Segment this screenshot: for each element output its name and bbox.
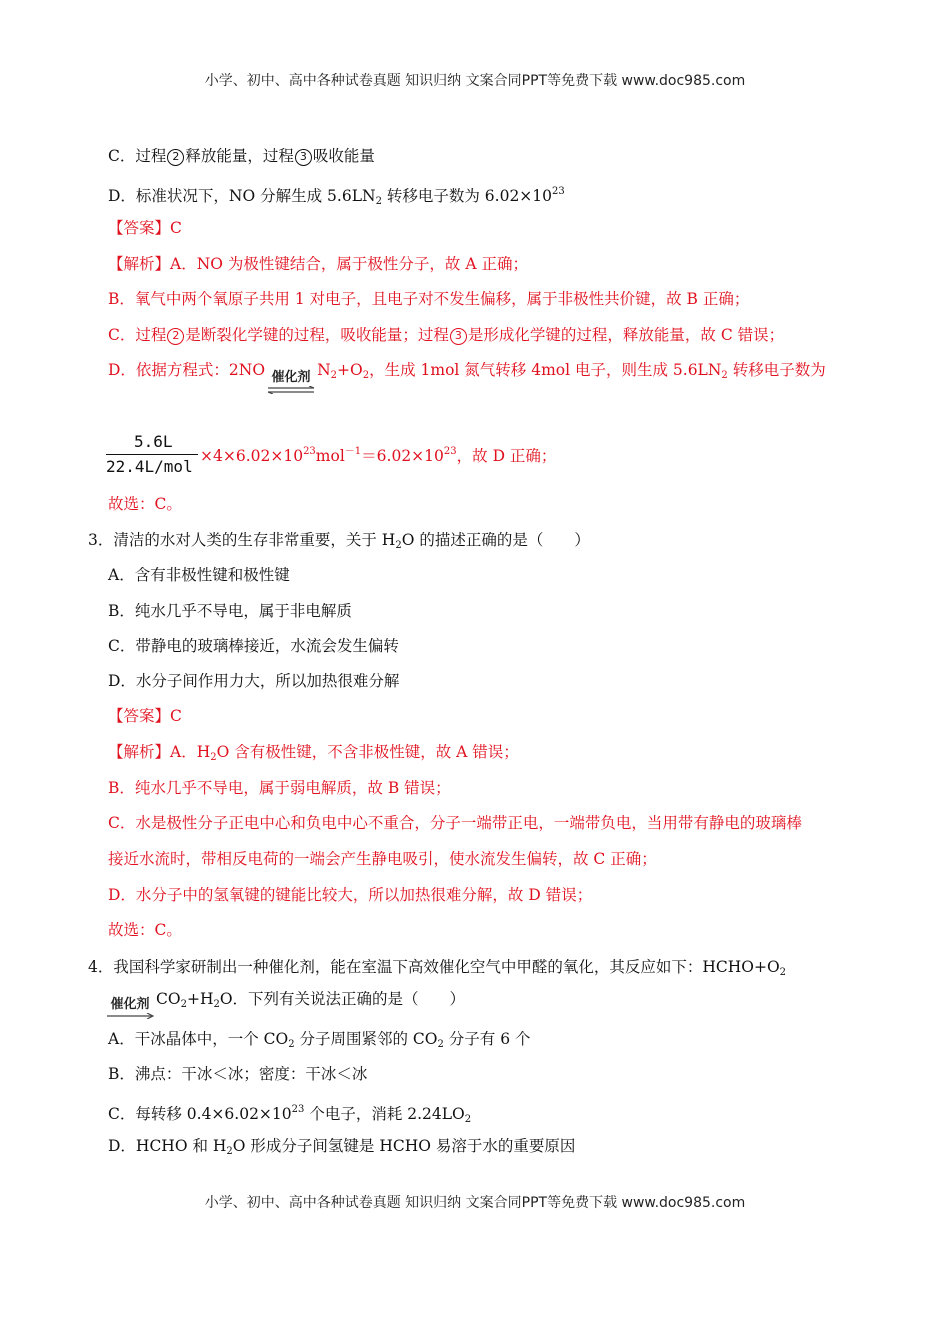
- q2-choose: 故选：C。: [108, 495, 182, 513]
- reaction-arrow-icon: [106, 1013, 154, 1019]
- q2-calculation: [200, 442, 556, 466]
- q3-explanation-b: B．纯水几乎不导电，属于弱电解质，故 B 错误；: [108, 779, 451, 797]
- catalyst-equilibrium-arrow: [267, 370, 315, 394]
- text: O 的描述正确的是（ ）: [401, 531, 590, 549]
- subscript: 2: [226, 1146, 233, 1157]
- q4-stem-line2: [106, 984, 465, 1020]
- subscript: 2: [464, 1114, 472, 1125]
- circled-number: 2: [167, 149, 184, 166]
- fraction-5-6-over-22-4: [106, 432, 206, 480]
- text: 释放能量，过程: [185, 147, 294, 165]
- text: CO: [156, 990, 181, 1008]
- text: N: [317, 361, 331, 379]
- superscript: 23: [552, 186, 565, 197]
- text: 3．清洁的水对人类的生存非常重要，关于 H: [88, 531, 396, 549]
- subscript: 2: [779, 967, 787, 978]
- fraction-denominator: 22.4L/mol: [106, 457, 193, 476]
- q2-option-d: [108, 182, 565, 212]
- q2-answer: 【答案】C: [108, 219, 182, 237]
- text: A．干冰晶体中，一个 CO: [108, 1030, 289, 1048]
- subscript: 2: [330, 370, 337, 381]
- q3-explanation-c1: C．水是极性分子正电中心和负电中心不重合，分子一端带正电，一端带负电，当用带有静电的玻璃棒: [108, 814, 802, 832]
- subscript: 2: [395, 540, 402, 551]
- text: C．每转移 0.4×6.02×10: [108, 1105, 292, 1123]
- subscript: 2: [210, 752, 217, 763]
- q3-option-b: B．纯水几乎不导电，属于非电解质: [108, 602, 352, 620]
- superscript: －1: [344, 446, 362, 457]
- q3-option-d: D．水分子间作用力大，所以加热很难分解: [108, 672, 400, 690]
- analysis-tag: 【解析】: [108, 743, 171, 761]
- q4-option-d: [108, 1136, 575, 1162]
- q3-answer: 【答案】C: [108, 707, 182, 725]
- fraction-numerator: 5.6L: [134, 432, 173, 451]
- text: A．NO 为极性键结合，属于极性分子，故 A 正确；: [170, 255, 528, 273]
- text: D．HCHO 和 H: [108, 1137, 227, 1155]
- text: ，生成 1mol 氮气转移 4mol 电子，则生成 5.6LN: [369, 361, 722, 379]
- catalyst-label: 催化剂: [271, 370, 311, 385]
- q4-option-c: [108, 1100, 471, 1130]
- text: 转移电子数为: [727, 361, 826, 379]
- text: O 含有极性键，不含非极性键，故 A 错误；: [216, 743, 519, 761]
- q4-option-a: [108, 1029, 531, 1055]
- fraction-bar: [106, 454, 198, 455]
- text: D．标准状况下，NO 分解生成 5.6LN: [108, 187, 376, 205]
- subscript: 2: [213, 999, 220, 1010]
- q2-explanation-a: [108, 254, 528, 274]
- text: 个电子，消耗 2.24LO: [304, 1105, 465, 1123]
- subscript: 2: [437, 1039, 444, 1050]
- text: ×4×6.02×10: [200, 447, 304, 465]
- q4-option-b: B．沸点：干冰＜冰；密度：干冰＜冰: [108, 1065, 368, 1083]
- q2-explanation-c: [108, 325, 784, 345]
- q2-explanation-d: [108, 352, 826, 394]
- subscript: 2: [362, 370, 370, 381]
- circled-number: 3: [295, 149, 312, 166]
- text: 分子有 6 个: [443, 1030, 531, 1048]
- catalyst-arrow: [106, 997, 154, 1019]
- text: 4．我国科学家研制出一种催化剂，能在室温下高效催化空气中甲醛的氧化，其反应如下：HCHO+O: [88, 958, 780, 976]
- subscript: 2: [375, 196, 382, 207]
- q3-explanation-a: [108, 742, 519, 768]
- q3-explanation-c2: 接近水流时，带相反电荷的一端会产生静电吸引，使水流发生偏转，故 C 正确；: [108, 850, 657, 868]
- text: ，故 D 正确；: [456, 447, 557, 465]
- subscript: 2: [180, 999, 187, 1010]
- text: 是形成化学键的过程，释放能量，故 C 错误；: [467, 326, 785, 344]
- subscript: 2: [288, 1039, 295, 1050]
- superscript: 23: [443, 446, 457, 457]
- page-header: 小学、初中、高中各种试卷真题 知识归纳 文案合同PPT等免费下载 www.doc985.com: [204, 73, 746, 89]
- q3-stem: [88, 530, 590, 556]
- text: 转移电子数为 6.02×10: [381, 187, 553, 205]
- text: C．过程: [108, 326, 167, 344]
- text: mol: [315, 447, 345, 465]
- equilibrium-arrow-icon: [267, 386, 315, 394]
- text: 是断裂化学键的过程，吸收能量；过程: [185, 326, 449, 344]
- text: C．过程: [108, 147, 167, 165]
- page-footer: 小学、初中、高中各种试卷真题 知识归纳 文案合同PPT等免费下载 www.doc985.com: [204, 1195, 746, 1211]
- analysis-tag: 【解析】: [108, 255, 171, 273]
- text: O 形成分子间氢键是 HCHO 易溶于水的重要原因: [232, 1137, 576, 1155]
- q3-explanation-d: D．水分子中的氢氧键的键能比较大，所以加热很难分解，故 D 错误；: [108, 886, 593, 904]
- superscript: 23: [291, 1104, 305, 1115]
- catalyst-label: 催化剂: [110, 997, 150, 1012]
- circled-number: 2: [167, 328, 184, 345]
- superscript: 23: [303, 446, 316, 457]
- text: O．下列有关说法正确的是（ ）: [219, 990, 466, 1008]
- text: +O: [337, 361, 363, 379]
- text: A．H: [170, 743, 211, 761]
- text: 吸收能量: [312, 147, 375, 165]
- q3-option-c: C．带静电的玻璃棒接近，水流会发生偏转: [108, 637, 399, 655]
- text: 分子周围紧邻的 CO: [294, 1030, 438, 1048]
- q4-stem-line1: [88, 957, 786, 983]
- q3-choose: 故选：C。: [108, 921, 182, 939]
- q3-option-a: A．含有非极性键和极性键: [108, 566, 290, 584]
- subscript: 2: [721, 370, 728, 381]
- circled-number: 3: [450, 328, 467, 345]
- q2-explanation-b: B．氧气中两个氧原子共用 1 对电子，且电子对不发生偏移，属于非极性共价键，故 B 正确；: [108, 290, 750, 308]
- q2-option-c: [108, 146, 375, 166]
- text: ＝6.02×10: [361, 447, 444, 465]
- text: +H: [186, 990, 214, 1008]
- text: D．依据方程式：2NO: [108, 361, 266, 379]
